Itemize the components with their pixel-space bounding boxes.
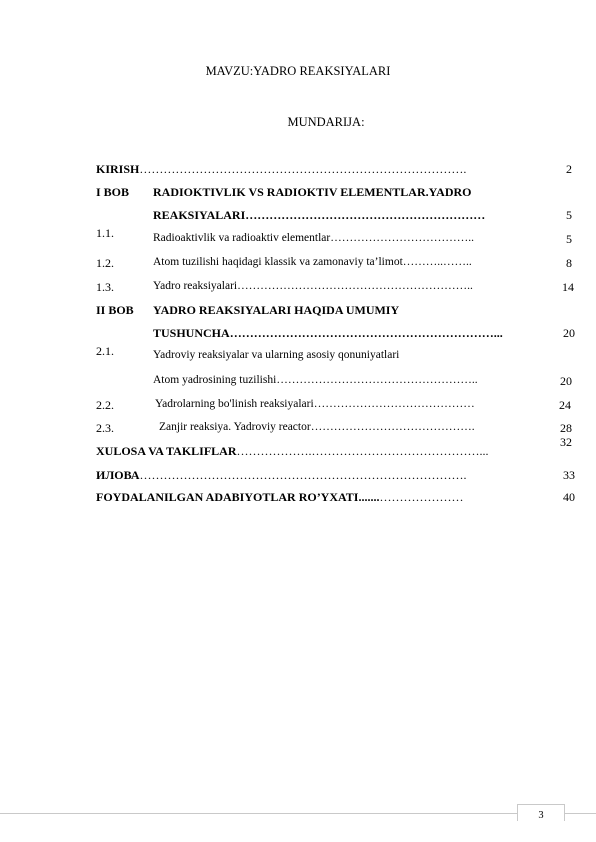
toc-entry-label: Zanjir reaksiya. Yadroviy reactor xyxy=(159,421,311,433)
toc-chapter-title[interactable]: YADRO REAKSIYALARI HAQIDA UMUMIY xyxy=(153,303,400,317)
document-title: MAVZU:YADRO REAKSIYALARI xyxy=(205,64,391,78)
toc-entry-2-1-sub[interactable] xyxy=(153,374,478,386)
toc-entry-adabiyotlar[interactable] xyxy=(96,490,463,505)
toc-section-number: 2.3. xyxy=(96,421,114,435)
toc-entry-label: Atom tuzilishi haqidagi klassik va zamonaviy ta’limot xyxy=(153,256,403,268)
toc-section-number: 2.1. xyxy=(96,344,114,358)
toc-entry-2-1[interactable]: Yadroviy reaksiyalar va ularning asosiy qonuniyatlari xyxy=(153,349,400,361)
toc-entry-2-3[interactable] xyxy=(159,421,475,433)
toc-leaders: …………………………………………………… xyxy=(245,208,486,222)
toc-entry-label: REAKSIYALARI xyxy=(153,208,246,222)
toc-page-number: 33 xyxy=(563,468,575,482)
toc-chapter-number: I BOB xyxy=(96,185,130,199)
toc-leaders: ……………….……………………………………... xyxy=(236,444,489,458)
toc-entry-1-2[interactable] xyxy=(153,256,472,268)
toc-page-number: 5 xyxy=(566,232,572,246)
toc-leaders: ………………… xyxy=(379,490,464,504)
footer-divider xyxy=(0,813,596,814)
toc-entry-label: Radioaktivlik va radioaktiv elementlar xyxy=(153,232,331,244)
toc-page-number: 20 xyxy=(560,374,572,388)
toc-entry-1-3[interactable] xyxy=(153,280,473,292)
toc-entry-label: FOYDALANILGAN ADABIYOTLAR RO’YXATI xyxy=(96,490,359,504)
toc-chapter-title-cont[interactable] xyxy=(153,208,485,223)
page-number: 3 xyxy=(517,804,565,821)
toc-leaders: …………………………………………….. xyxy=(276,374,478,386)
toc-page-number: 32 xyxy=(560,435,572,449)
toc-entry-kirish[interactable] xyxy=(96,162,466,177)
toc-entry-2-2[interactable] xyxy=(155,398,475,410)
toc-leaders: ………..…….. xyxy=(402,256,472,268)
toc-page-number: 28 xyxy=(560,421,572,435)
toc-section-number: 1.1. xyxy=(96,226,114,240)
toc-entry-label: ИЛОВА xyxy=(96,468,140,482)
toc-entry-label: XULOSA VA TAKLIFLAR xyxy=(96,444,237,458)
toc-leaders: ………………………………………………………………………. xyxy=(139,162,467,176)
toc-leaders: …………………………………………………….. xyxy=(237,280,473,292)
toc-entry-ilova[interactable] xyxy=(96,468,467,483)
toc-leaders: ………………………………………………………………………. xyxy=(139,468,467,482)
toc-leaders: ……………………………………. xyxy=(310,421,475,433)
toc-chapter-title[interactable]: RADIOKTIVLIK VS RADIOKTIV ELEMENTLAR.YADRO xyxy=(153,185,472,199)
toc-page-number: 24 xyxy=(559,398,571,412)
toc-section-number: 2.2. xyxy=(96,398,114,412)
toc-page-number: 40 xyxy=(563,490,575,504)
toc-section-number: 1.3. xyxy=(96,280,114,294)
toc-chapter-title-cont[interactable] xyxy=(153,326,503,341)
toc-entry-label: Atom yadrosining tuzilishi xyxy=(153,374,277,386)
toc-heading: MUNDARIJA: xyxy=(287,115,365,129)
toc-leaders: …………………………………… xyxy=(313,398,475,410)
toc-entry-label: TUSHUNCHA xyxy=(153,326,230,340)
toc-chapter-number: II BOB xyxy=(96,303,134,317)
toc-page-number: 20 xyxy=(563,326,575,340)
toc-entry-1-1[interactable] xyxy=(153,232,474,244)
toc-entry-label: Yadro reaksiyalari xyxy=(153,280,238,292)
toc-leaders: ....... xyxy=(358,490,380,504)
toc-leaders: …………………………………………………………... xyxy=(229,326,503,340)
toc-page-number: 14 xyxy=(562,280,574,294)
toc-section-number: 1.2. xyxy=(96,256,114,270)
toc-page-number: 2 xyxy=(566,162,572,176)
toc-entry-label: Yadrolarning bo'linish reaksiyalari xyxy=(155,398,314,410)
toc-page-number: 8 xyxy=(566,256,572,270)
toc-page-number: 5 xyxy=(566,208,572,222)
toc-entry-xulosa[interactable] xyxy=(96,444,489,459)
toc-entry-label: KIRISH xyxy=(96,162,140,176)
toc-leaders: ……………………………….. xyxy=(330,232,474,244)
